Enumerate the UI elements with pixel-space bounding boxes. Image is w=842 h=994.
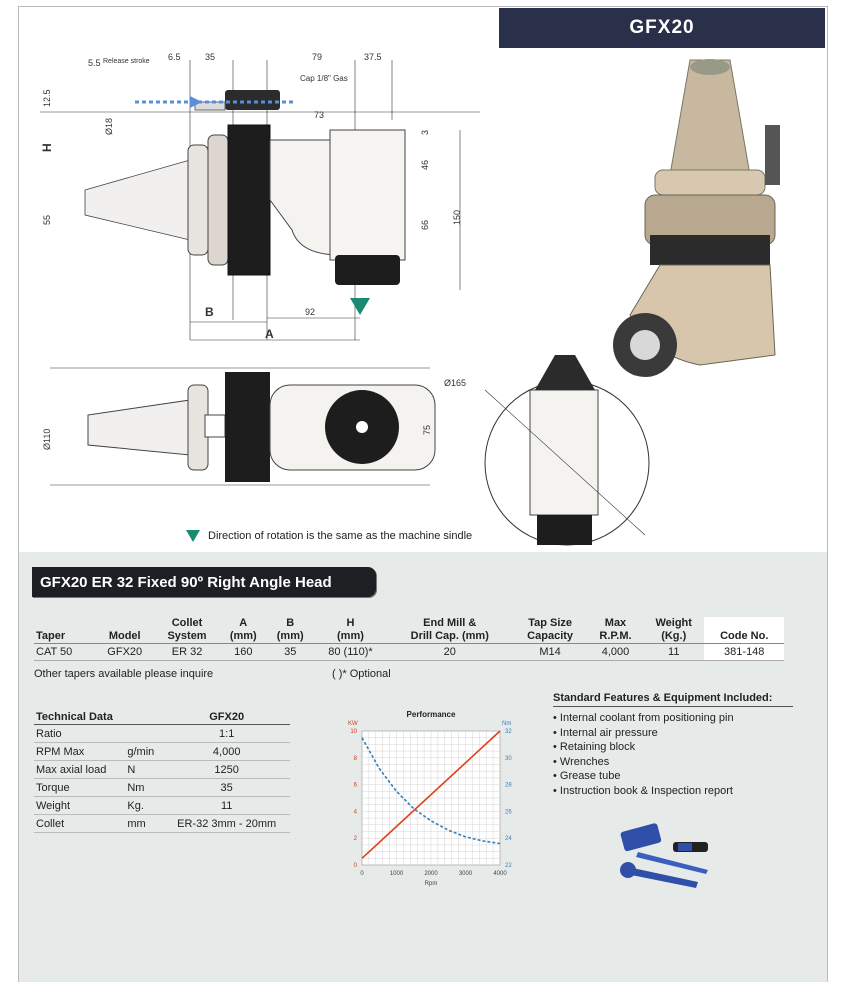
dim-92: 92 (305, 307, 316, 317)
spec-header: A (mm) (220, 617, 267, 644)
spec-header: End Mill & Drill Cap. (mm) (387, 617, 512, 644)
dim-h: H (40, 143, 54, 152)
dim-release-value: 5.5 (88, 58, 101, 68)
taper-cone (85, 160, 190, 240)
dim-35: 35 (205, 52, 216, 62)
tech-row: Ratio 1:1 (34, 725, 290, 743)
tech-model: GFX20 (163, 710, 290, 725)
dim-150: 150 (452, 209, 462, 225)
dim-46: 46 (420, 159, 430, 170)
spec-header: Collet System (154, 617, 220, 644)
table-cell: GFX20 (95, 644, 154, 661)
x-tick-label: 0 (360, 871, 364, 877)
spec-header: Weight (Kg.) (643, 617, 704, 644)
spec-header-row (34, 617, 784, 644)
spec-header: B (mm) (267, 617, 314, 644)
tech-row: Weight Kg. 11 (34, 797, 290, 815)
technical-data-table (34, 710, 290, 833)
dim-12-5: 12.5 (42, 89, 52, 107)
dim-cap-gas: Cap 1/8" Gas (300, 74, 348, 83)
table-cell: CAT 50 (34, 644, 95, 661)
x-tick-label: 4000 (493, 871, 507, 877)
spec-table (34, 617, 784, 661)
optional-note: ( )* Optional (332, 668, 391, 680)
rotation-triangle-icon (186, 530, 200, 542)
dim-3: 3 (420, 129, 430, 135)
table-cell: M14 (512, 644, 588, 661)
list-item: • Internal air pressure (553, 726, 793, 741)
x-tick-label: 3000 (458, 871, 473, 877)
table-cell: 4,000 (588, 644, 643, 661)
performance-chart (340, 705, 540, 900)
accessories-image (618, 822, 718, 894)
list-item: • Instruction book & Inspection report (553, 784, 793, 799)
list-item: • Wrenches (553, 755, 793, 770)
tech-title: Technical Data (34, 710, 163, 725)
rotation-arrow (350, 298, 370, 315)
list-item: • Internal coolant from positioning pin (553, 711, 793, 726)
list-item: • Retaining block (553, 740, 793, 755)
product-photo (590, 55, 810, 395)
x-tick-label: 2000 (424, 871, 438, 877)
y-left-tick-label: 4 (353, 809, 357, 816)
y-right-tick-label: 24 (505, 836, 512, 843)
dim-d110: Ø110 (42, 428, 52, 450)
tech-row: Max axial load N 1250 (34, 761, 290, 779)
dim-d18: Ø18 (104, 117, 114, 135)
detail-circle-view (475, 345, 665, 555)
chart-title: Performance (406, 710, 456, 719)
dim-d165: Ø165 (444, 378, 467, 388)
side-view-drawing (30, 50, 490, 350)
y-right-label: Nm (502, 721, 512, 727)
spec-header: Taper (34, 617, 95, 644)
dim-73: 73 (314, 110, 325, 120)
top-view-drawing (30, 360, 450, 495)
dim-6-5: 6.5 (168, 52, 181, 62)
features-title: Standard Features & Equipment Included: (553, 692, 793, 707)
product-title: GFX20 ER 32 Fixed 90º Right Angle Head (40, 573, 332, 591)
dim-b: B (205, 305, 214, 319)
tech-row: RPM Max g/min 4,000 (34, 743, 290, 761)
y-left-tick-label: 0 (353, 863, 357, 869)
model-title: GFX20 (629, 17, 695, 38)
spec-header: H (mm) (314, 617, 388, 644)
y-right-tick-label: 28 (505, 782, 512, 789)
dim-75: 75 (422, 424, 432, 435)
y-left-tick-label: 10 (350, 729, 357, 735)
table-cell: 80 (110)* (314, 644, 388, 661)
other-tapers-note: Other tapers available please inquire (34, 668, 214, 680)
dim-37-5: 37.5 (364, 52, 382, 62)
spec-header: Tap Size Capacity (512, 617, 588, 644)
y-right-tick-label: 22 (505, 863, 512, 869)
y-right-tick-label: 32 (505, 729, 512, 735)
y-left-label: KW (348, 721, 358, 727)
x-axis-label: Rpm (424, 881, 438, 887)
features-list (553, 692, 793, 798)
y-left-tick-label: 6 (353, 782, 357, 789)
table-cell: 35 (267, 644, 314, 661)
x-tick-label: 1000 (389, 871, 404, 877)
code-cell: 381-148 (704, 644, 784, 661)
table-cell: 20 (387, 644, 512, 661)
y-right-tick-label: 30 (505, 755, 512, 762)
product-title-bar (32, 567, 376, 597)
rotation-note (186, 530, 472, 542)
y-left-tick-label: 8 (353, 755, 357, 762)
dim-release-label: Release stroke (103, 58, 150, 65)
table-row (34, 644, 784, 661)
y-right-tick-label: 26 (505, 809, 512, 816)
rotation-note-text: Direction of rotation is the same as the machine sindle (208, 530, 473, 542)
y-left-tick-label: 2 (353, 836, 357, 843)
table-cell: 11 (643, 644, 704, 661)
table-cell: 160 (220, 644, 267, 661)
dim-66: 66 (420, 219, 430, 230)
list-item: • Grease tube (553, 769, 793, 784)
model-header (499, 8, 825, 48)
tech-row: Torque Nm 35 (34, 779, 290, 797)
tech-row: Collet mm ER-32 3mm - 20mm (34, 815, 290, 833)
dim-a: A (265, 327, 274, 341)
spec-header: Code No. (704, 617, 784, 644)
dim-79: 79 (312, 52, 323, 62)
spec-header: Model (95, 617, 154, 644)
dim-55: 55 (42, 214, 52, 225)
spec-header: Max R.P.M. (588, 617, 643, 644)
table-cell: ER 32 (154, 644, 220, 661)
